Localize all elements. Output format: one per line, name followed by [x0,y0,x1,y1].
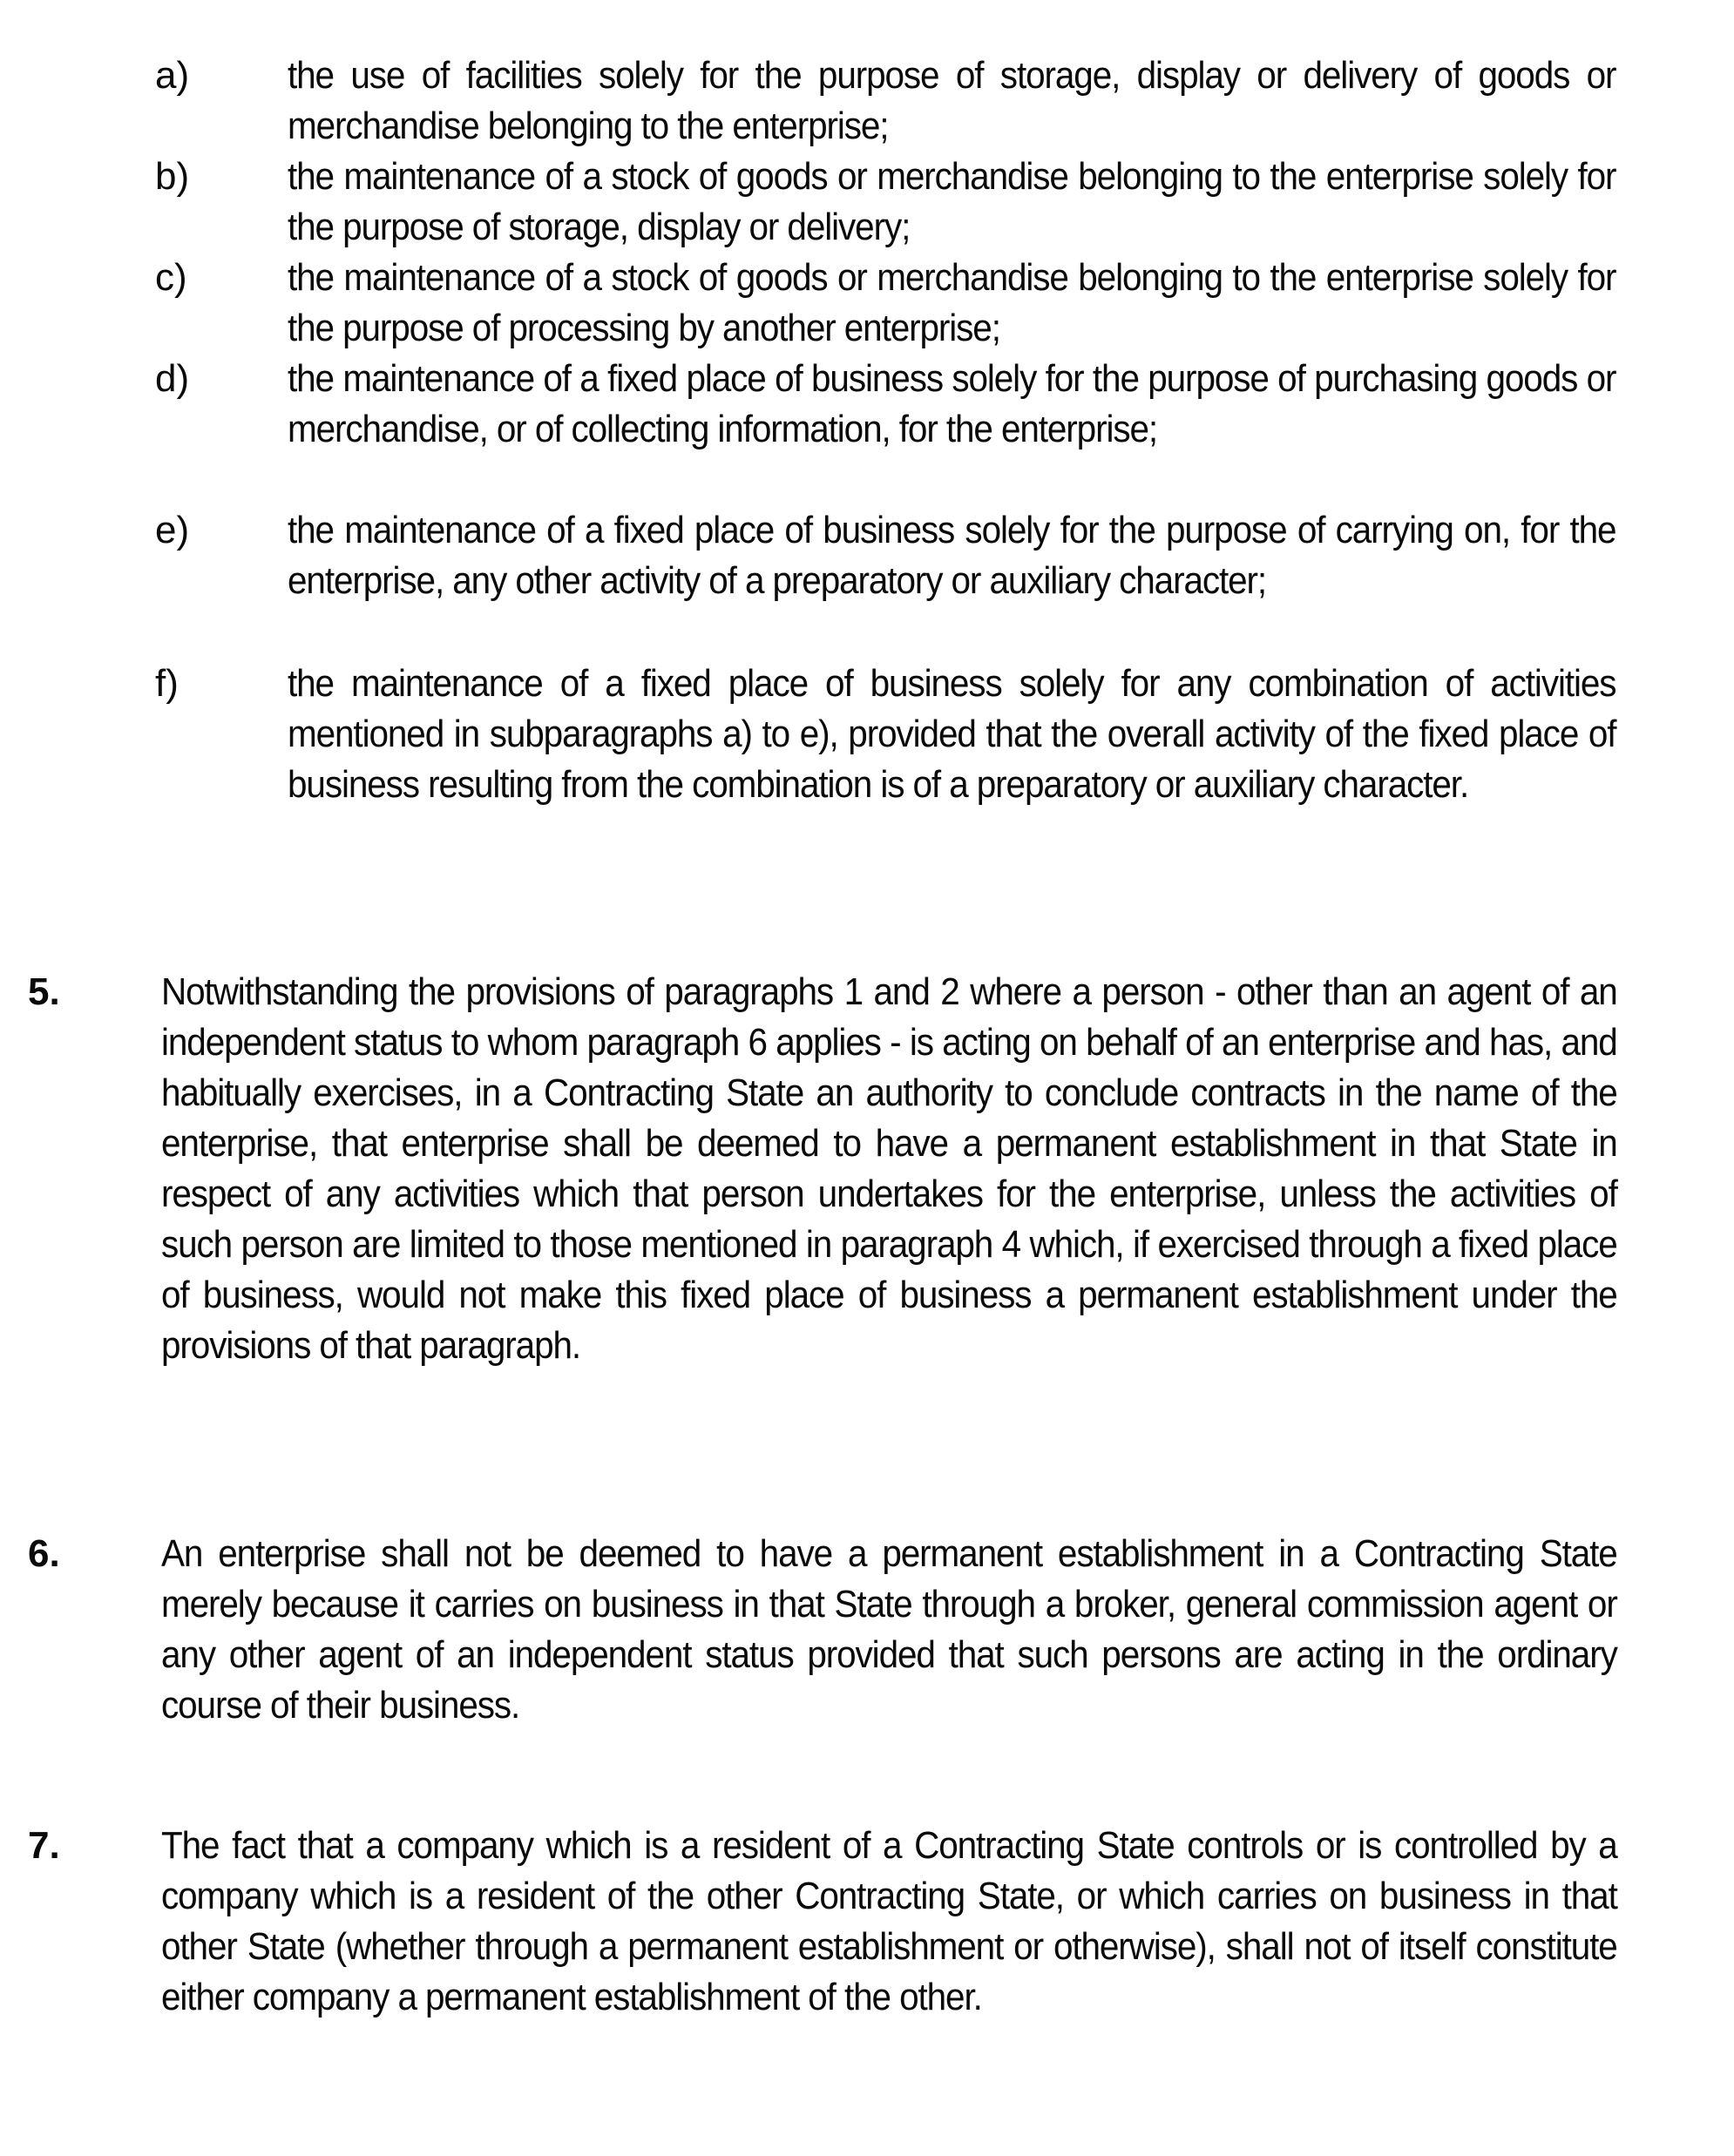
subparagraph-text: the maintenance of a fixed place of business solely for any combination of activities mentioned in subparagraphs a) to e), provided that the overall activity of the fixed place of business resulting from the combination is of a preparatory or auxiliary character. [288,662,1616,806]
subparagraph-label: a) [155,54,190,97]
subparagraph-label: c) [155,256,187,299]
subparagraph-label: b) [155,155,190,198]
subparagraph-label: d) [155,357,190,400]
subparagraph-text: the maintenance of a fixed place of business solely for the purpose of carrying on, for the enterprise, any other activity of a preparatory or auxiliary character; [288,509,1616,602]
subparagraph-label: f) [155,662,179,705]
paragraph-text: An enterprise shall not be deemed to have a permanent establishment in a Contracting State merely because it carries on business in that State through a broker, general commission agent or any other agent of an independent status provided that such persons are acting in the ordinary course of their business. [161,1532,1617,1727]
paragraph-text: Notwithstanding the provisions of paragraphs 1 and 2 where a person - other than an agent of an independent status to whom paragraph 6 applies - is acting on behalf of an enterprise and has, and habitually exercises, in a Contracting State an authority to conclude contracts in the name of the enterprise, that enterprise shall be deemed to have a permanent establishment in that State in respect of any activities which that person undertakes for the enterprise, unless the activities of such person are limited to those mentioned in paragraph 4 which, if exercised through a fixed place of business, would not make this fixed place of business a permanent establishment under the provisions of that paragraph. [161,970,1617,1367]
subparagraph-label: e) [155,509,190,551]
paragraph-number: 7. [28,1824,60,1867]
subparagraph-text: the maintenance of a stock of goods or merchandise belonging to the enterprise solely for the purpose of storage, display or delivery; [288,155,1616,248]
subparagraph-text: the maintenance of a stock of goods or merchandise belonging to the enterprise solely for the purpose of processing by another enterprise; [288,256,1616,349]
subparagraph-text: the maintenance of a fixed place of business solely for the purpose of purchasing goods or merchandise, or of collecting information, for the enterprise; [288,357,1616,450]
subparagraph-text: the use of facilities solely for the purpose of storage, display or delivery of goods or merchandise belonging to the enterprise; [288,54,1616,147]
paragraph-number: 6. [28,1532,60,1575]
paragraph-text: The fact that a company which is a resident of a Contracting State controls or is controlled by a company which is a resident of the other Contracting State, or which carries on business in that other State (whether through a permanent establishment or otherwise), shall not of itself constitute either company a permanent establishment of the other. [161,1824,1617,2018]
paragraph-number: 5. [28,970,60,1013]
